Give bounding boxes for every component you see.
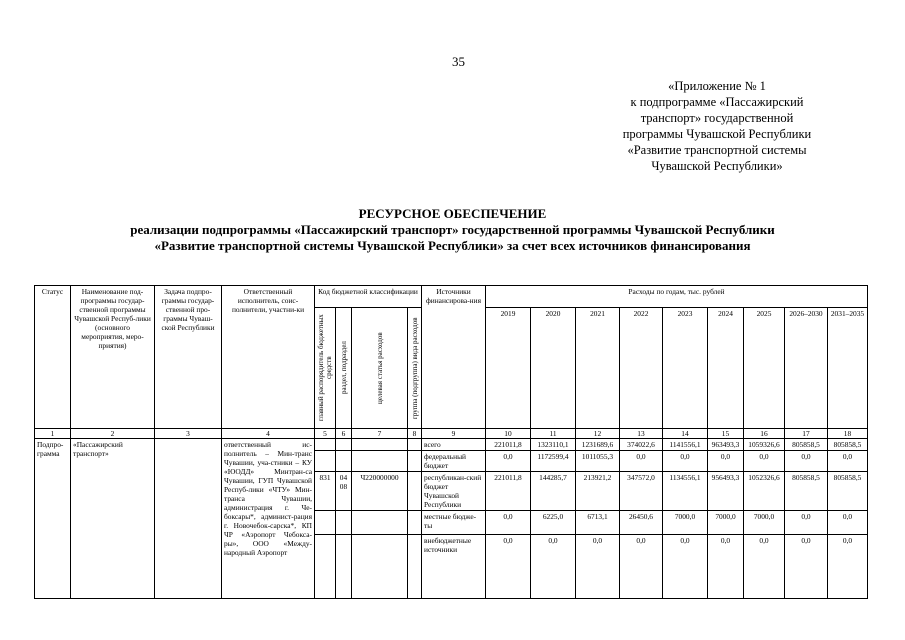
value-cell: 7000,0 <box>663 511 708 535</box>
column-number: 17 <box>785 429 828 439</box>
value-cell: 0,0 <box>708 451 744 472</box>
task-cell <box>155 439 222 599</box>
value-cell: 1052326,6 <box>744 472 785 511</box>
value-cell: 0,0 <box>828 535 868 599</box>
source-cell: местные бюдже-ты <box>422 511 486 535</box>
code-cell <box>408 511 422 535</box>
value-cell: 6225,0 <box>531 511 576 535</box>
header-bc-3 <box>352 308 408 429</box>
header-bc-2-text: раздел, подраздел <box>339 341 348 395</box>
header-year: 2025 <box>744 308 785 429</box>
value-cell: 0,0 <box>785 511 828 535</box>
header-budget-code: Код бюджетной классификации <box>315 286 422 308</box>
code-cell <box>315 535 336 599</box>
value-cell: 213921,2 <box>576 472 620 511</box>
value-cell: 0,0 <box>620 451 663 472</box>
value-cell: 0,0 <box>785 451 828 472</box>
code-cell: Ч220000000 <box>352 472 408 511</box>
source-cell: всего <box>422 439 486 451</box>
value-cell: 0,0 <box>708 535 744 599</box>
appendix-line: Чувашской Республики» <box>651 159 783 173</box>
value-cell: 7000,0 <box>744 511 785 535</box>
header-status: Статус <box>35 286 71 429</box>
title-line-2: реализации подпрограммы «Пассажирский транспорт» государственной программы Чувашской Республики <box>130 222 775 237</box>
code-cell <box>315 511 336 535</box>
code-cell <box>408 439 422 451</box>
column-number: 13 <box>620 429 663 439</box>
appendix-line: к подпрограмме «Пассажирский <box>630 95 804 109</box>
value-cell: 956493,3 <box>708 472 744 511</box>
responsible-cell: ответственный ис-полнитель – Мин-транс Чувашии, уча-стники – КУ «ЮОДД» Минтран-са Чувашии, ГУП Чувашской Респуб-лики «ЧТУ» Мин-транса Чувашии, администрация г. Че-боксары*, админист-рация г. Новочебок-сарска*, КП ЧР «Аэропорт Чебокса-ры», ООО «Между-народный Аэропорт <box>222 439 315 599</box>
code-cell <box>352 535 408 599</box>
document-title <box>0 206 905 254</box>
appendix-line: «Приложение № 1 <box>668 79 766 93</box>
header-year: 2021 <box>576 308 620 429</box>
column-number: 3 <box>155 429 222 439</box>
column-number: 15 <box>708 429 744 439</box>
header-bc-4 <box>408 308 422 429</box>
header-year: 2023 <box>663 308 708 429</box>
value-cell: 1011055,3 <box>576 451 620 472</box>
code-cell <box>408 535 422 599</box>
code-cell: 04 08 <box>336 472 352 511</box>
value-cell: 0,0 <box>828 451 868 472</box>
title-line-3: «Развитие транспортной системы Чувашской Республики» за счет всех источников финансирования <box>154 238 751 253</box>
header-bc-3-text: целевая статья расходов <box>375 332 384 404</box>
code-cell: 831 <box>315 472 336 511</box>
source-cell: федеральный бюджет <box>422 451 486 472</box>
table-row <box>35 439 868 451</box>
column-number: 10 <box>486 429 531 439</box>
column-number: 4 <box>222 429 315 439</box>
column-number: 8 <box>408 429 422 439</box>
value-cell: 26450,6 <box>620 511 663 535</box>
header-bc-1-text: главный распорядитель бюджетных средств <box>317 314 333 422</box>
resource-table <box>34 285 868 599</box>
header-year: 2020 <box>531 308 576 429</box>
value-cell: 1134556,1 <box>663 472 708 511</box>
header-year: 2031–2035 <box>828 308 868 429</box>
title-heading: РЕСУРСНОЕ ОБЕСПЕЧЕНИЕ <box>358 206 547 221</box>
value-cell: 805858,5 <box>785 439 828 451</box>
value-cell: 1141556,1 <box>663 439 708 451</box>
source-cell: республикан-ский бюджет Чувашской Республики <box>422 472 486 511</box>
value-cell: 374022,6 <box>620 439 663 451</box>
column-number: 9 <box>422 429 486 439</box>
header-year: 2024 <box>708 308 744 429</box>
value-cell: 221011,8 <box>486 439 531 451</box>
header-year: 2022 <box>620 308 663 429</box>
column-number: 6 <box>336 429 352 439</box>
column-number: 16 <box>744 429 785 439</box>
value-cell: 0,0 <box>531 535 576 599</box>
header-name: Наименование под-программы государ-ственной программы Чувашской Респуб-лики (основного мероприятия, меро-приятия) <box>71 286 155 429</box>
value-cell: 963493,3 <box>708 439 744 451</box>
status-cell: Подпро-грамма <box>35 439 71 599</box>
value-cell: 7000,0 <box>708 511 744 535</box>
value-cell: 0,0 <box>744 535 785 599</box>
appendix-block <box>597 78 837 174</box>
header-year: 2019 <box>486 308 531 429</box>
value-cell: 221011,8 <box>486 472 531 511</box>
value-cell: 0,0 <box>828 511 868 535</box>
value-cell: 0,0 <box>486 451 531 472</box>
header-bc-1 <box>315 308 336 429</box>
header-task: Задача подпро-граммы государ-ственной про-граммы Чуваш-ской Республики <box>155 286 222 429</box>
value-cell: 1231689,6 <box>576 439 620 451</box>
column-number: 14 <box>663 429 708 439</box>
column-number: 7 <box>352 429 408 439</box>
column-number: 11 <box>531 429 576 439</box>
code-cell <box>408 472 422 511</box>
value-cell: 805858,5 <box>828 472 868 511</box>
appendix-line: «Развитие транспортной системы <box>627 143 807 157</box>
value-cell: 0,0 <box>663 451 708 472</box>
header-responsible: Ответственный исполнитель, соис-полнители, участни-ки <box>222 286 315 429</box>
appendix-line: транспорт» государственной <box>640 111 794 125</box>
value-cell: 0,0 <box>486 535 531 599</box>
header-year: 2026–2030 <box>785 308 828 429</box>
source-cell: внебюджетные источники <box>422 535 486 599</box>
value-cell: 0,0 <box>744 451 785 472</box>
code-cell <box>336 451 352 472</box>
value-cell: 1172599,4 <box>531 451 576 472</box>
code-cell <box>315 439 336 451</box>
column-number: 5 <box>315 429 336 439</box>
code-cell <box>352 439 408 451</box>
value-cell: 0,0 <box>785 535 828 599</box>
code-cell <box>336 439 352 451</box>
value-cell: 0,0 <box>663 535 708 599</box>
code-cell <box>336 511 352 535</box>
code-cell <box>352 451 408 472</box>
value-cell: 0,0 <box>620 535 663 599</box>
code-cell <box>408 451 422 472</box>
column-number: 12 <box>576 429 620 439</box>
column-number: 2 <box>71 429 155 439</box>
header-bc-4-text: группа (подгруппа) вида расходов <box>410 317 419 419</box>
column-number: 1 <box>35 429 71 439</box>
value-cell: 0,0 <box>576 535 620 599</box>
value-cell: 1323110,1 <box>531 439 576 451</box>
name-cell: «Пассажирский транспорт» <box>71 439 155 599</box>
value-cell: 6713,1 <box>576 511 620 535</box>
column-number: 18 <box>828 429 868 439</box>
value-cell: 347572,0 <box>620 472 663 511</box>
value-cell: 805858,5 <box>828 439 868 451</box>
code-cell <box>352 511 408 535</box>
header-expenses: Расходы по годам, тыс. рублей <box>486 286 868 308</box>
header-sources: Источники финансирова-ния <box>422 286 486 429</box>
value-cell: 1059326,6 <box>744 439 785 451</box>
code-cell <box>336 535 352 599</box>
value-cell: 805858,5 <box>785 472 828 511</box>
appendix-line: программы Чувашской Республики <box>622 127 812 141</box>
code-cell <box>315 451 336 472</box>
page-number: 35 <box>452 54 465 69</box>
value-cell: 144285,7 <box>531 472 576 511</box>
value-cell: 0,0 <box>486 511 531 535</box>
header-bc-2 <box>336 308 352 429</box>
